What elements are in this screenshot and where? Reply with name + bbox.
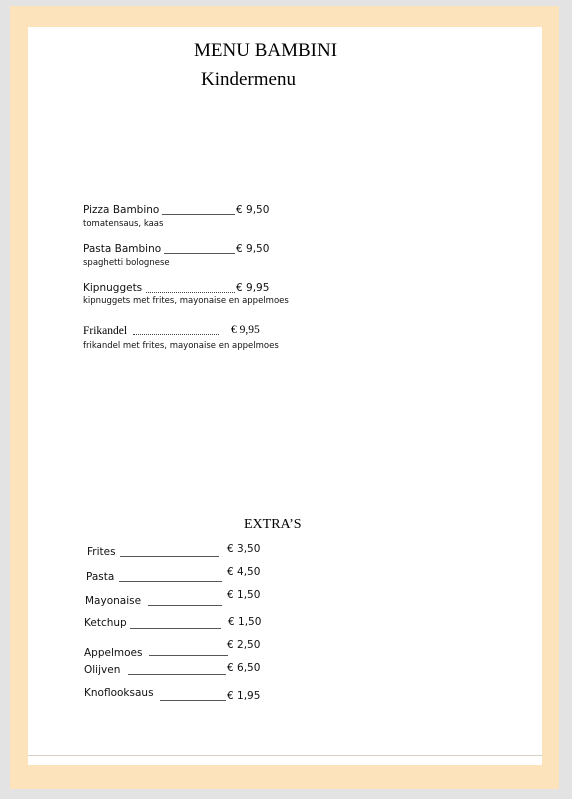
menu-item-price: € 9,95 — [231, 324, 260, 336]
leader-line — [130, 628, 221, 629]
extras-item-name: Ketchup — [84, 617, 127, 629]
extras-item-price: € 3,50 — [227, 543, 261, 555]
leader-line — [146, 292, 235, 293]
extras-item-price: € 1,50 — [227, 589, 261, 601]
page-footer-divider — [28, 755, 542, 756]
extras-item-name: Frites — [87, 546, 116, 558]
menu-item-description: kipnuggets met frites, mayonaise en appelmoes — [83, 296, 289, 306]
extras-item-price: € 2,50 — [227, 639, 261, 651]
leader-line — [148, 605, 222, 606]
extras-item-name: Pasta — [86, 571, 115, 583]
extras-item-name: Knoflooksaus — [84, 687, 154, 699]
menu-subtitle: Kindermenu — [201, 69, 296, 90]
leader-line — [149, 655, 228, 656]
menu-item-price: € 9,50 — [236, 204, 270, 216]
leader-line — [120, 556, 219, 557]
menu-title: MENU BAMBINI — [194, 40, 338, 61]
menu-item-description: frikandel met frites, mayonaise en appelmoes — [83, 341, 279, 351]
menu-item-price: € 9,50 — [236, 243, 270, 255]
extras-title: EXTRA’S — [244, 517, 302, 532]
extras-item-price: € 1,50 — [228, 616, 262, 628]
extras-item-price: € 1,95 — [227, 690, 261, 702]
extras-item-price: € 6,50 — [227, 662, 261, 674]
menu-item-name: Frikandel — [83, 325, 128, 337]
menu-item-description: tomatensaus, kaas — [83, 219, 164, 229]
extras-item-name: Olijven — [84, 664, 121, 676]
leader-line — [164, 253, 235, 254]
menu-item-name: Kipnuggets — [83, 282, 143, 294]
leader-line — [133, 334, 219, 335]
menu-item-name: Pasta Bambino — [83, 243, 162, 255]
leader-line — [160, 700, 226, 701]
menu-item-price: € 9,95 — [236, 282, 270, 294]
menu-item-description: spaghetti bolognese — [83, 258, 170, 268]
leader-line — [119, 581, 222, 582]
leader-line — [162, 214, 235, 215]
extras-item-name: Mayonaise — [85, 595, 142, 607]
leader-line — [128, 674, 226, 675]
menu-item-name: Pizza Bambino — [83, 204, 160, 216]
extras-item-name: Appelmoes — [84, 647, 143, 659]
extras-item-price: € 4,50 — [227, 566, 261, 578]
